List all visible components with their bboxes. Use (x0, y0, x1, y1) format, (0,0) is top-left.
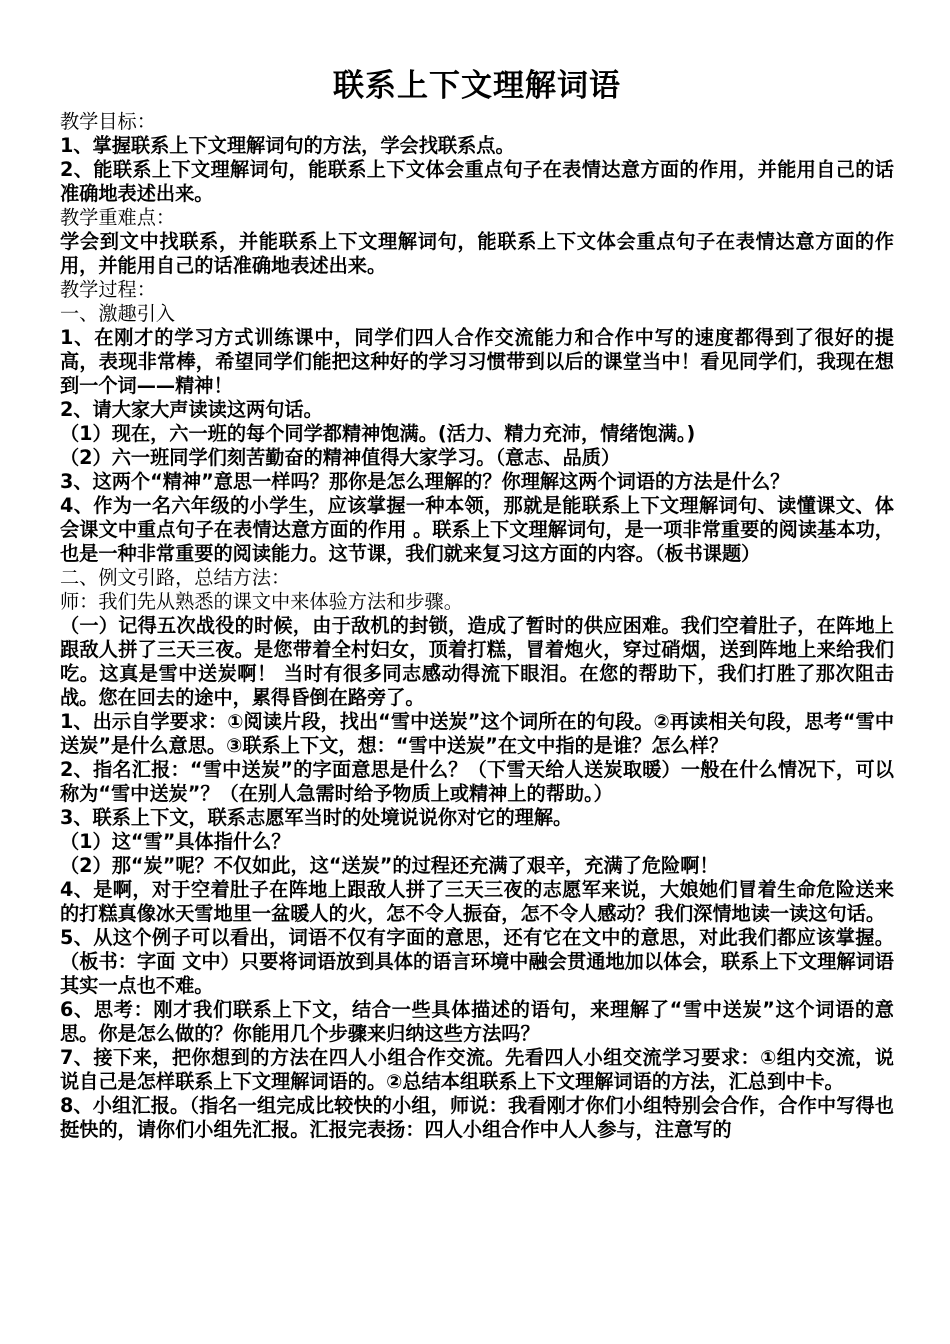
paragraph: 7、接下来，把你想到的方法在四人小组合作交流。先看四人小组交流学习要求：①组内交流，说说自己是怎样联系上下文理解词语的。②总结本组联系上下文理解词语的方法，汇总到中卡。 (60, 1046, 894, 1093)
paragraph: （2）那“炭”呢？不仅如此，这“送炭”的过程还充满了艰辛，充满了危险啊！ (60, 854, 719, 877)
paragraph: 6、思考：刚才我们联系上下文，结合一些具体描述的语句，来理解了“雪中送炭”这个词语的意思。你是怎么做的？你能用几个步骤来归纳这些方法吗？ (60, 998, 894, 1045)
paragraph: （一）记得五次战役的时候，由于敌机的封锁，造成了暂时的供应困难。我们空着肚子，在阵地上跟敌人拼了三天三夜。是您带着全村妇女，顶着打糕，冒着炮火，穿过硝烟，送到阵地上来给我们吃。这真是雪中送炭啊！ 当时有很多同志感动得流下眼泪。在您的帮助下，我们打胜了那次阻击战。您在回去的途中，累得昏倒在路旁了。 (60, 614, 894, 709)
paragraph: （1）这“雪”具体指什么？ (60, 830, 291, 853)
paragraph: 教学重难点： (60, 206, 176, 229)
paragraph: 3、这两个“精神”意思一样吗？那你是怎么理解的？你理解这两个词语的方法是什么？ (60, 470, 790, 493)
paragraph: 4、作为一名六年级的小学生，应该掌握一种本领，那就是能联系上下文理解词句、读懂课文、体会课文中重点句子在表情达意方面的作用 。联系上下文理解词句，是一项非常重要的阅读基本功，也是一种非常重要的阅读能力。这节课，我们就来复习这方面的内容。（板书课题） (60, 494, 894, 565)
paragraph: 2、指名汇报：“雪中送炭”的字面意思是什么？（下雪天给人送炭取暖）一般在什么情况下，可以称为“雪中送炭”？（在别人急需时给予物质上或精神上的帮助。） (60, 758, 894, 805)
document-body (60, 110, 894, 1142)
paragraph: （1）现在，六一班的每个同学都精神饱满。(活力、精力充沛，情绪饱满。) (60, 422, 696, 445)
paragraph: 1、出示自学要求：①阅读片段，找出“雪中送炭”这个词所在的句段。②再读相关句段，思考“雪中送炭”是什么意思。③联系上下文，想：“雪中送炭”在文中指的是谁？怎么样？ (60, 710, 894, 757)
paragraph: 2、请大家大声读读这两句话。 (60, 398, 323, 421)
paragraph: 5、从这个例子可以看出，词语不仅有字面的意思，还有它在文中的意思，对此我们都应该掌握。（板书：字面 文中）只要将词语放到具体的语言环境中融会贯通地加以体会，联系上下文理解词语其实一点也不难。 (60, 926, 894, 997)
paragraph: 教学目标： (60, 110, 156, 133)
paragraph: 4、是啊，对于空着肚子在阵地上跟敌人拼了三天三夜的志愿军来说，大娘她们冒着生命危险送来的打糕真像冰天雪地里一盆暖人的火，怎不令人振奋，怎不令人感动？我们深情地读一读这句话。 (60, 878, 894, 925)
paragraph: 一、激趣引入 (60, 302, 176, 325)
paragraph: （2）六一班同学们刻苦勤奋的精神值得大家学习。（意志、品质） (60, 446, 621, 469)
paragraph: 师：我们先从熟悉的课文中来体验方法和步骤。 (60, 590, 463, 613)
paragraph: 学会到文中找联系，并能联系上下文理解词句，能联系上下文体会重点句子在表情达意方面的作用，并能用自己的话准确地表述出来。 (60, 230, 894, 277)
paragraph: 8、小组汇报。（指名一组完成比较快的小组，师说：我看刚才你们小组特别会合作，合作中写得也挺快的，请你们小组先汇报。汇报完表扬：四人小组合作中人人参与，注意写的 (60, 1094, 894, 1141)
paragraph: 1、在刚才的学习方式训练课中，同学们四人合作交流能力和合作中写的速度都得到了很好的提高，表现非常棒，希望同学们能把这种好的学习习惯带到以后的课堂当中！看见同学们，我现在想到一个词——精神！ (60, 326, 894, 397)
paragraph: 教学过程： (60, 278, 156, 301)
document-title: 联系上下文理解词语 (333, 68, 621, 104)
paragraph: 1、掌握联系上下文理解词句的方法，学会找联系点。 (60, 134, 515, 157)
paragraph: 2、能联系上下文理解词句，能联系上下文体会重点句子在表情达意方面的作用，并能用自己的话准确地表述出来。 (60, 158, 894, 205)
paragraph: 二、例文引路，总结方法： (60, 566, 291, 589)
paragraph: 3、联系上下文，联系志愿军当时的处境说说你对它的理解。 (60, 806, 573, 829)
